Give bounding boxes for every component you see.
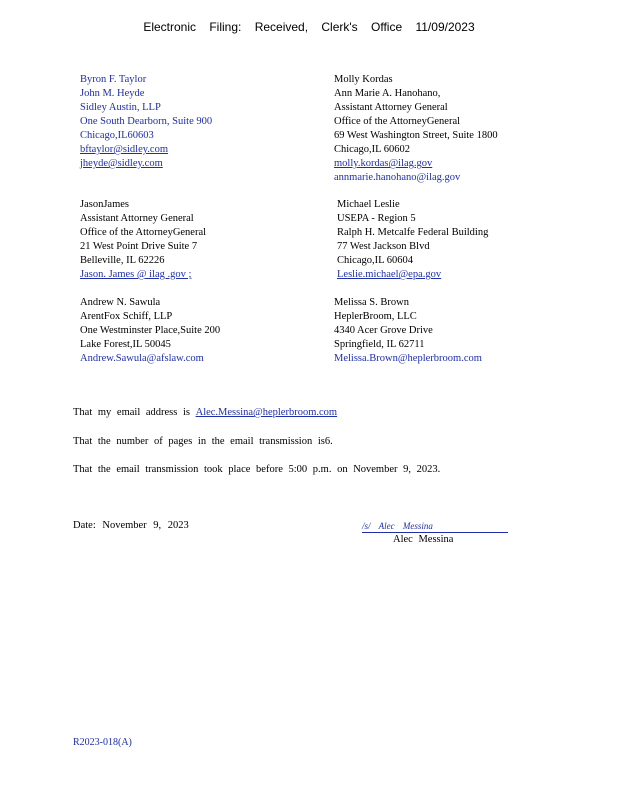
contact-line: HeplerBroom, LLC — [334, 311, 417, 322]
contact-block-arentfox — [80, 296, 220, 366]
contact-line: 4340 Acer Grove Drive — [334, 325, 433, 336]
contact-line: ArentFox Schiff, LLP — [80, 311, 173, 322]
signature-line: /s/ Alec Messina — [362, 520, 508, 533]
email-link[interactable]: Melissa.Brown@heplerbroom.com — [334, 353, 482, 364]
contact-line: JasonJames — [80, 199, 129, 210]
email-link[interactable]: Andrew.Sawula@afslaw.com — [80, 353, 204, 364]
contact-line: Springfield, IL 62711 — [334, 339, 425, 350]
email-link[interactable]: annmarie.hanohano@ilag.gov — [334, 172, 461, 183]
signature-name: Alec Messina — [393, 534, 454, 545]
sender-email-link[interactable]: Alec.Messina@heplerbroom.com — [195, 407, 338, 418]
contact-line: Sidley Austin, LLP — [80, 102, 161, 113]
contact-line: Byron F. Taylor — [80, 74, 147, 85]
statement-time: That the email transmission took place before 5:00 p.m. on November 9, 2023. — [73, 464, 441, 475]
contact-line: USEPA - Region 5 — [337, 213, 416, 224]
contact-line: Office of the AttorneyGeneral — [80, 227, 207, 238]
contact-line: Ralph H. Metcalfe Federal Building — [337, 227, 489, 238]
contact-line: 21 West Point Drive Suite 7 — [80, 241, 198, 252]
contact-block-usepa — [337, 198, 488, 282]
email-link[interactable]: bftaylor@sidley.com — [80, 144, 169, 155]
email-link[interactable]: Leslie.michael@epa.gov — [337, 269, 442, 280]
statement-email-prefix: That my email address is — [73, 407, 190, 418]
contact-line: Andrew N. Sawula — [80, 297, 161, 308]
date-line: Date: November 9, 2023 — [73, 520, 189, 531]
contact-line: Belleville, IL 62226 — [80, 255, 165, 266]
contact-line: Lake Forest,IL 50045 — [80, 339, 171, 350]
contact-line: Chicago,IL60603 — [80, 130, 154, 141]
contact-line: Ann Marie A. Hanohano, — [334, 88, 441, 99]
contact-line: Assistant Attorney General — [80, 213, 194, 224]
document-footer-id: R2023-018(A) — [73, 737, 132, 748]
contact-line: Molly Kordas — [334, 74, 393, 85]
contact-line: 77 West Jackson Blvd — [337, 241, 430, 252]
contact-line: 69 West Washington Street, Suite 1800 — [334, 130, 498, 141]
electronic-filing-header: Electronic Filing: Received, Clerk's Office 11/09/2023 — [143, 20, 475, 34]
contact-line: Assistant Attorney General — [334, 102, 448, 113]
email-link[interactable]: molly.kordas@ilag.gov — [334, 158, 433, 169]
contact-block-heplerbroom — [334, 296, 482, 366]
contact-line: Chicago,IL 60604 — [337, 255, 414, 266]
contact-line: Michael Leslie — [337, 199, 400, 210]
contact-line: Office of the AttorneyGeneral — [334, 116, 461, 127]
contact-block-attorney-general-belleville — [80, 198, 206, 282]
contact-line: Chicago,IL 60602 — [334, 144, 411, 155]
contact-block-attorney-general-chicago — [334, 73, 498, 185]
contact-line: One Westminster Place,Suite 200 — [80, 325, 221, 336]
statement-pages: That the number of pages in the email transmission is6. — [73, 436, 333, 447]
email-link[interactable]: jheyde@sidley.com — [80, 158, 163, 169]
email-link[interactable]: Jason. James @ ilag .gov ; — [80, 269, 192, 280]
contact-line: John M. Heyde — [80, 88, 145, 99]
contact-line: Melissa S. Brown — [334, 297, 409, 308]
contact-line: One South Dearborn, Suite 900 — [80, 116, 213, 127]
contact-block-sidley — [80, 73, 212, 171]
statement-email — [73, 407, 358, 418]
